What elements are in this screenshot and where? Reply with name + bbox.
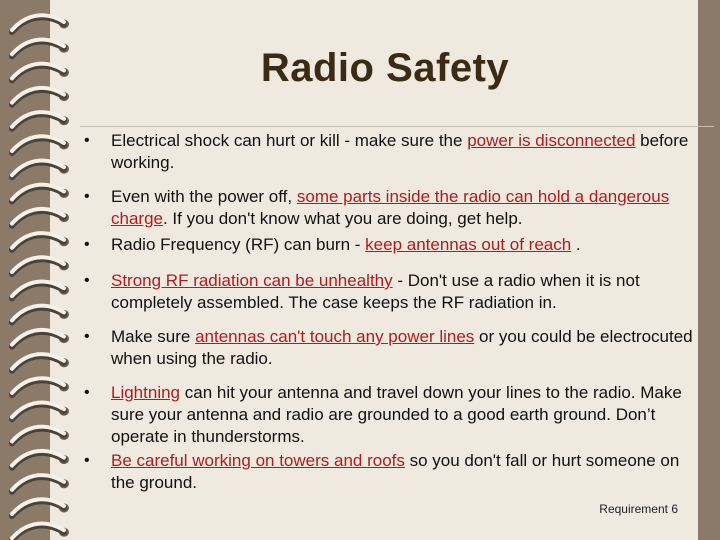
title-divider: [80, 126, 714, 127]
binding-ring: [12, 209, 69, 226]
bullet-text-segment: .: [571, 235, 581, 254]
bullet-text-segment: Make sure: [111, 327, 196, 346]
bullet-text-segment: Radio Frequency (RF) can burn -: [111, 235, 366, 254]
bullet-dot-icon: •: [84, 452, 90, 469]
slide-title: Radio Safety: [260, 46, 510, 90]
bullet-text: [111, 130, 703, 174]
bullet-text-segment: - Don't use a radio when it is not completely assembled. The case keeps the RF radiation in.: [111, 271, 640, 312]
bullet-dot-icon: •: [84, 188, 90, 205]
binding-ring: [12, 281, 69, 298]
bullet-text: [111, 382, 703, 448]
bullet-dot-icon: •: [84, 132, 90, 149]
binding-ring: [12, 257, 69, 274]
bullet-text: [111, 186, 703, 230]
binding-ring: [12, 330, 69, 347]
bullet-dot-icon: •: [84, 384, 90, 401]
binding-ring: [12, 136, 69, 153]
bullet-dot-icon: •: [84, 272, 90, 289]
binding-ring: [12, 451, 69, 468]
binding-ring: [12, 427, 69, 444]
bullet-text-segment: before working.: [111, 131, 689, 172]
bullet-text: [111, 270, 703, 314]
bullet-text-segment: can hit your antenna and travel down your lines to the radio. Make sure your antenna and radio are grounded to a good earth ground. Don’t operate in thunderstorms.: [111, 383, 682, 446]
highlighted-phrase: antennas can't touch any power lines: [195, 327, 475, 346]
highlighted-phrase: power is disconnected: [467, 131, 636, 150]
bullet-text-segment: or you could be electrocuted when using the radio.: [111, 327, 693, 368]
bullet-text-segment: Even with the power off,: [111, 187, 297, 206]
binding-ring: [12, 112, 69, 129]
binding-ring: [12, 402, 69, 419]
bullet-text: [111, 234, 703, 256]
binding-ring: [12, 378, 69, 395]
highlighted-phrase: Strong RF radiation can be unhealthy: [111, 271, 393, 290]
binding-ring: [12, 160, 69, 177]
binding-ring: [12, 475, 69, 492]
requirement-label: Requirement 6: [599, 502, 678, 516]
highlighted-phrase: keep antennas out of reach: [365, 235, 572, 254]
bullet-dot-icon: •: [84, 236, 90, 253]
binding-ring: [12, 499, 69, 516]
binding-ring: [12, 15, 69, 32]
binding-ring: [12, 354, 69, 371]
highlighted-phrase: Lightning: [111, 383, 181, 402]
bullet-text-segment: Electrical shock can hurt or kill - make sure the: [111, 131, 468, 150]
binding-ring: [12, 233, 69, 250]
bullet-text: [111, 450, 703, 494]
bullet-dot-icon: •: [84, 328, 90, 345]
binding-ring: [12, 185, 69, 202]
highlighted-phrase: some parts inside the radio can hold a dangerous charge: [111, 187, 670, 228]
highlighted-phrase: Be careful working on towers and roofs: [111, 451, 405, 470]
binding-ring: [12, 523, 69, 540]
bullet-text-segment: so you don't fall or hurt someone on the ground.: [111, 451, 680, 492]
binding-ring: [12, 306, 69, 323]
bullet-text-segment: . If you don't know what you are doing, get help.: [162, 209, 523, 228]
bullet-text: [111, 326, 703, 370]
